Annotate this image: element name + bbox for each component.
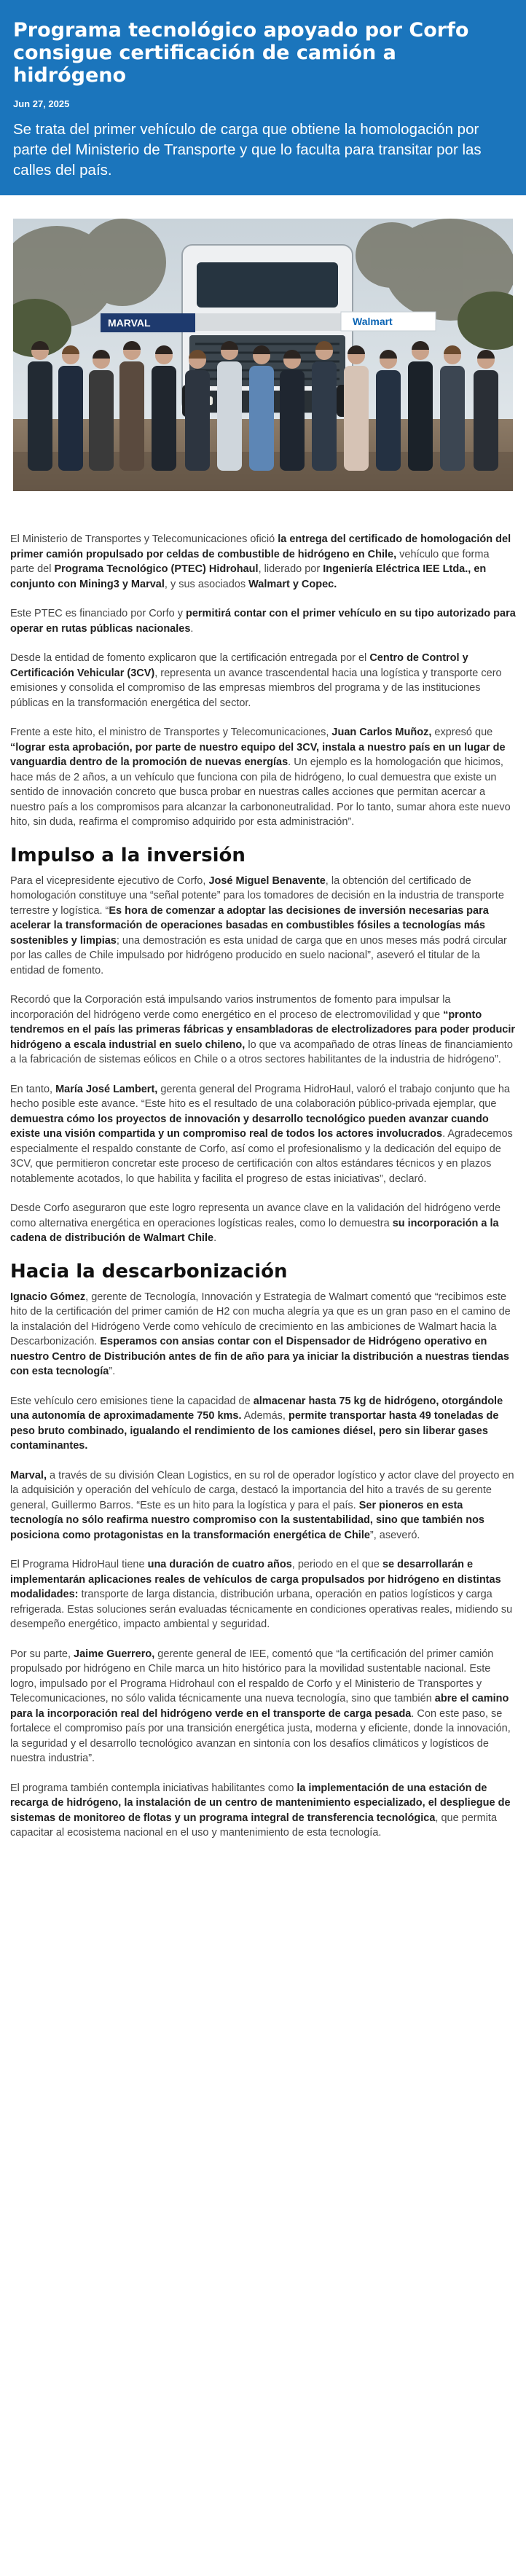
article-header [0, 0, 526, 195]
paragraph: El programa también contempla iniciativas habilitantes como la implementación de una estación de recarga de hidrógeno, la instalación de un centro de mantenimiento especializado, el despliegue de sistemas de monitoreo de flotas y un programa integral de transferencia tecnológica, que permita capacitar al ecosistema nacional en el uso y mantenimiento de esta tecnología. [10, 1782, 511, 1839]
paragraph: Frente a este hito, el ministro de Transportes y Telecomunicaciones, Juan Carlos Muñoz, expresó que “lograr esta aprobación, por parte de nuestro equipo del 3CV, instala a nuestro país en un lugar de vanguardia dentro de la promoción de nuevas energías. Un ejemplo es la homologación que hicimos, hace más de 2 años, a un vehículo que funciona con pila de hidrógeno, lo cual demuestra que existe un sentido de innovación concreto que busca probar en nuestras calles acciones que permitan acercar a nuestro país a los compromisos para alcanzar la carbononeutralidad. Por lo tanto, sumar ahora este nuevo hito, sin duda, reafirma el compromiso adquirido por esta administración”. [10, 727, 511, 828]
article-body [0, 491, 526, 1884]
banner-right-text: Walmart [353, 316, 393, 327]
paragraph: Ignacio Gómez, gerente de Tecnología, Innovación y Estrategia de Walmart comentó que “recibimos este hito de la certificación del primer camión de H2 con mucha alegría ya que es un gran paso en el camino de la instalación del Hidrógeno Verde como vehículo de crecimiento en las ambiciones de Walmart hacia la Descarbonización. Esperamos con ansias contar con el Dispensador de Hidrógeno operativo en nuestro Centro de Distribución antes de fin de año para ya iniciar la distribución a nuestras tiendas con esta tecnología”. [10, 1291, 511, 1377]
section-heading-investment: Impulso a la inversión [10, 844, 246, 866]
article-title: Programa tecnológico apoyado por Corfo consigue certificación de camión a hidrógeno [13, 19, 469, 87]
paragraph: Desde la entidad de fomento explicaron que la certificación entregada por el Centro de Control y Certificación Vehicular (3CV), representa un avance trascendental hacia una logística y transporte cero emisiones y consolida el compromiso de las empresas miembros del programa y de las instituciones públicas en la transformación energética del sector. [10, 652, 502, 709]
paragraph: Este PTEC es financiado por Corfo y permitirá contar con el primer vehículo en su tipo autorizado para operar en rutas públicas nacionales. [10, 608, 516, 635]
paragraph: El Programa HidroHaul tiene una duración de cuatro años, periodo en el que se desarrollarán e implementarán aplicaciones reales de vehículos de carga propulsados por hidrógeno en distintas modalidades: transporte de larga distancia, distribución urbana, operación en patios logísticos y carga refrigerada. Estas soluciones serán evaluadas técnicamente en condiciones operativas reales, midiendo su desempeño energético, impacto ambiental y seguridad. [10, 1559, 513, 1630]
paragraph: Recordó que la Corporación está impulsando varios instrumentos de fomento para impulsar la incorporación del hidrógeno verde como energético en el proceso de electromovilidad y que “pronto tendremos en el país las primeras fábricas y ensambladoras de electrolizadores para poder producir hidrógeno a escala industrial en suelo chileno, lo que va acompañado de otras líneas de financiamiento a la fabricación de sistemas eólicos en Chile o a otros sectores habilitantes de la industria de hidrógeno”. [10, 994, 516, 1065]
paragraph: Para el vicepresidente ejecutivo de Corfo, José Miguel Benavente, la obtención del certificado de homologación constituye una “señal potente” para los tomadores de decisión en la industria de transporte terrestre y logística. “Es hora de comenzar a adoptar las decisiones de inversión necesarias para acelerar la transformación de operaciones basadas en combustibles fósiles a tecnologías más sostenibles y limpias; una demostración es esta unidad de carga que en unos meses más podrá circular por las calles de Chile impulsado por hidrógeno producido en suelo nacional”, aseveró el titular de la entidad de fomento. [10, 874, 507, 976]
paragraph: Este vehículo cero emisiones tiene la capacidad de almacenar hasta 75 kg de hidrógeno, otorgándole una autonomía de aproximadamente 750 kms. Además, permite transportar hasta 49 toneladas de peso bruto combinado, igualando el rendimiento de los camiones diésel, pero sin liberar gases contaminantes. [10, 1395, 503, 1452]
banner-left-text: MARVAL [108, 317, 151, 329]
paragraph: En tanto, María José Lambert, gerenta general del Programa HidroHaul, valoró el trabajo conjunto que ha hecho posible este avance. “Este hito es el resultado de una colaboración público-privada ejemplar, que demuestra cómo los proyectos de innovación y desarrollo tecnológico pueden avanzar cuando existe una visión compartida y un compromiso real de todos los actores involucrados. Agradecemos especialmente el respaldo constante de Corfo, así como el profesionalismo y la dedicación del equipo de 3CV, que permitieron concretar este proceso de certificación con altos estándares técnicos y en plazos notablemente acotados, lo que habilita y facilita el progreso de estas iniciativas”, declaró. [10, 1083, 513, 1185]
banner-left [101, 313, 195, 332]
publish-date: Jun 27, 2025 [13, 98, 70, 109]
paragraph: Desde Corfo aseguraron que este logro representa un avance clave en la validación del hidrógeno verde como alternativa energética en operaciones logísticas reales, como lo demuestra su incorporación a la cadena de distribución de Walmart Chile. [10, 1202, 501, 1244]
article-subtitle: Se trata del primer vehículo de carga que obtiene la homologación por parte del Ministerio de Transporte y que lo faculta para transitar por las calles del país. [13, 121, 482, 179]
section-heading-decarbonization: Hacia la descarbonización [10, 1260, 288, 1283]
paragraph: Por su parte, Jaime Guerrero, gerente general de IEE, comentó que “la certificación del primer camión propulsado por hidrógeno en Chile marca un hito histórico para la movilidad sustentable nacional. Este logro, impulsado por el Programa Hidrohaul con el respaldo de Corfo y el Ministerio de Transportes y Telecomunicaciones, no sólo valida técnicamente una nueva tecnología, sino que también abre el camino para la incorporación real del hidrógeno verde en el transporte de carga pesada. Con este paso, se fortalece el compromiso país por una transición energética justa, moderna y eficiente, donde la innovación, la seguridad y el desarrollo tecnológico avanzan en sintonía con los desafíos climáticos y logísticos de nuestra industria”. [10, 1648, 511, 1764]
hero-photo [13, 219, 513, 491]
paragraph: El Ministerio de Transportes y Telecomunicaciones ofició la entrega del certificado de homologación del primer camión propulsado por celdas de combustible de hidrógeno en Chile, vehículo que forma parte del Programa Tecnológico (PTEC) Hidrohaul, liderado por Ingeniería Eléctrica IEE Ltda., en conjunto con Mining3 y Marval, y sus asociados Walmart y Copec. [10, 533, 511, 590]
banner-right [341, 312, 436, 331]
paragraph: Marval, a través de su división Clean Logistics, en su rol de operador logístico y actor clave del proyecto en la adquisición y operación del vehículo de carga, destacó la importancia del hito a través de su gerente general, Guillermo Barros. “Este es un hito para la logística y para el país. Ser pioneros en esta tecnología no sólo reafirma nuestro compromiso con la sustentabilidad, sino que también nos posiciona como protagonistas en la transformación energética de Chile”, aseveró. [10, 1469, 514, 1541]
